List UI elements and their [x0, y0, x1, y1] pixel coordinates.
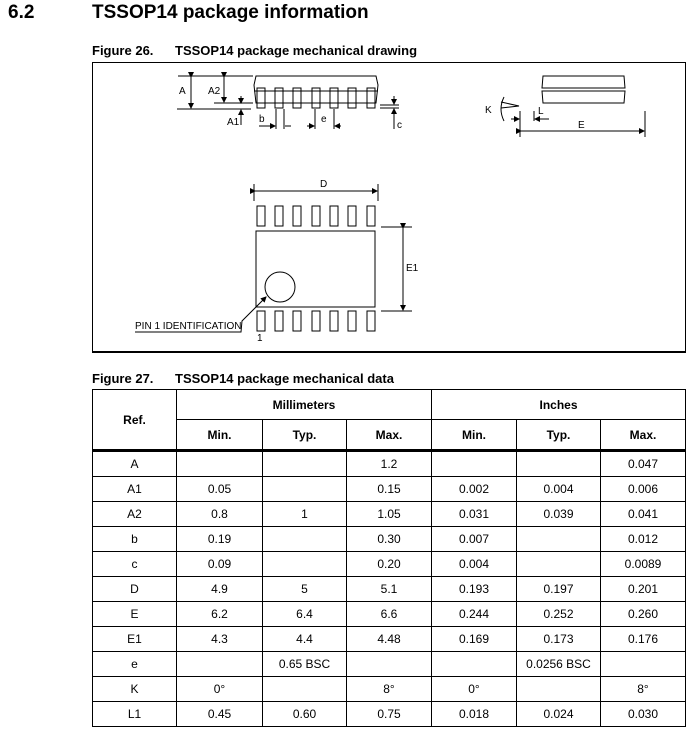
inches-header: Inches	[432, 390, 686, 420]
value-cell: 6.2	[177, 602, 263, 627]
value-cell	[177, 451, 263, 477]
table-row	[93, 702, 686, 727]
value-cell: 5.1	[347, 577, 432, 602]
value-cell: 0.006	[601, 477, 686, 502]
value-cell: 0.197	[517, 577, 601, 602]
ref-cell: D	[93, 577, 177, 602]
table-row	[93, 552, 686, 577]
ref-cell: E	[93, 602, 177, 627]
ref-cell: c	[93, 552, 177, 577]
value-cell: 0.75	[347, 702, 432, 727]
lead	[275, 311, 283, 331]
lead	[348, 311, 356, 331]
value-cell: 0.30	[347, 527, 432, 552]
value-cell: 0.041	[601, 502, 686, 527]
value-cell: 0.0256 BSC	[517, 652, 601, 677]
lead	[257, 311, 265, 331]
value-cell	[517, 677, 601, 702]
column-header: Min.	[432, 420, 517, 451]
dim-label-c: c	[397, 120, 402, 131]
ref-cell: K	[93, 677, 177, 702]
ref-cell: E1	[93, 627, 177, 652]
table-row	[93, 652, 686, 677]
value-cell: 1.2	[347, 451, 432, 477]
mechanical-data-table	[92, 389, 686, 727]
value-cell: 0°	[432, 677, 517, 702]
lead	[275, 206, 283, 226]
value-cell: 0.65 BSC	[263, 652, 347, 677]
value-cell: 0.169	[432, 627, 517, 652]
value-cell: 0.004	[517, 477, 601, 502]
ref-cell: A	[93, 451, 177, 477]
figure-27-caption: Figure 27. TSSOP14 package mechanical data	[92, 371, 394, 386]
value-cell	[517, 552, 601, 577]
table-row	[93, 602, 686, 627]
value-cell	[517, 451, 601, 477]
table-row	[93, 502, 686, 527]
lead	[330, 311, 338, 331]
value-cell: 0.018	[432, 702, 517, 727]
ref-cell: b	[93, 527, 177, 552]
value-cell: 0.60	[263, 702, 347, 727]
value-cell: 0.039	[517, 502, 601, 527]
value-cell	[177, 652, 263, 677]
side-view	[177, 76, 399, 129]
dim-label-e1: E1	[406, 263, 419, 274]
pin1-label: PIN 1 IDENTIFICATION	[135, 321, 242, 332]
ref-cell: A1	[93, 477, 177, 502]
value-cell: 6.4	[263, 602, 347, 627]
value-cell: 4.3	[177, 627, 263, 652]
dim-label-b: b	[259, 114, 265, 125]
value-cell: 0.007	[432, 527, 517, 552]
value-cell	[517, 527, 601, 552]
value-cell: 4.9	[177, 577, 263, 602]
lead	[312, 311, 320, 331]
value-cell	[263, 677, 347, 702]
value-cell: 6.6	[347, 602, 432, 627]
dim-label-a2: A2	[208, 86, 221, 97]
dim-label-l: L	[538, 106, 544, 117]
pin1-number: 1	[257, 333, 263, 344]
value-cell: 0.173	[517, 627, 601, 652]
value-cell	[601, 652, 686, 677]
value-cell	[263, 451, 347, 477]
ref-header: Ref.	[93, 390, 177, 451]
value-cell: 0.45	[177, 702, 263, 727]
dim-label-e-width: E	[578, 120, 585, 131]
value-cell: 1	[263, 502, 347, 527]
value-cell: 0.024	[517, 702, 601, 727]
value-cell: 4.4	[263, 627, 347, 652]
value-cell: 0.004	[432, 552, 517, 577]
figure-26-caption: Figure 26. TSSOP14 package mechanical drawing	[92, 43, 418, 58]
column-header: Min.	[177, 420, 263, 451]
value-cell: 8°	[347, 677, 432, 702]
table-row	[93, 451, 686, 477]
table-row	[93, 527, 686, 552]
value-cell: 0.244	[432, 602, 517, 627]
value-cell: 0.260	[601, 602, 686, 627]
value-cell: 8°	[601, 677, 686, 702]
value-cell: 0.252	[517, 602, 601, 627]
value-cell: 0.193	[432, 577, 517, 602]
value-cell	[432, 652, 517, 677]
value-cell: 4.48	[347, 627, 432, 652]
value-cell: 0.15	[347, 477, 432, 502]
dim-label-e: e	[321, 114, 327, 125]
value-cell: 0.176	[601, 627, 686, 652]
dim-label-a1: A1	[227, 117, 240, 128]
top-view	[135, 184, 412, 332]
ref-cell: A2	[93, 502, 177, 527]
lead	[367, 206, 375, 226]
value-cell: 5	[263, 577, 347, 602]
end-view	[501, 76, 645, 137]
value-cell: 0.047	[601, 451, 686, 477]
value-cell: 0.20	[347, 552, 432, 577]
table-row	[93, 627, 686, 652]
column-header: Max.	[601, 420, 686, 451]
value-cell: 1.05	[347, 502, 432, 527]
pin1-marker	[265, 272, 295, 302]
column-header: Max.	[347, 420, 432, 451]
dim-label-d: D	[320, 179, 328, 190]
value-cell	[432, 451, 517, 477]
column-header: Typ.	[517, 420, 601, 451]
lead	[293, 311, 301, 331]
lead	[348, 206, 356, 226]
ref-cell: e	[93, 652, 177, 677]
value-cell: 0.002	[432, 477, 517, 502]
value-cell: 0.09	[177, 552, 263, 577]
value-cell	[263, 527, 347, 552]
millimeters-header: Millimeters	[177, 390, 432, 420]
lead	[293, 206, 301, 226]
lead	[312, 206, 320, 226]
table-row	[93, 577, 686, 602]
value-cell: 0.201	[601, 577, 686, 602]
value-cell: 0.8	[177, 502, 263, 527]
value-cell	[347, 652, 432, 677]
value-cell: 0.030	[601, 702, 686, 727]
value-cell: 0.0089	[601, 552, 686, 577]
table-row	[93, 477, 686, 502]
dim-label-k: K	[485, 105, 492, 116]
mechanical-drawing	[92, 62, 686, 353]
lead	[257, 206, 265, 226]
lead	[367, 311, 375, 331]
section-heading: 6.2 TSSOP14 package information	[8, 2, 369, 23]
lead	[330, 206, 338, 226]
value-cell: 0.19	[177, 527, 263, 552]
dim-label-a: A	[179, 86, 186, 97]
table-row	[93, 677, 686, 702]
value-cell: 0.031	[432, 502, 517, 527]
value-cell: 0.012	[601, 527, 686, 552]
value-cell	[263, 477, 347, 502]
value-cell: 0.05	[177, 477, 263, 502]
value-cell	[263, 552, 347, 577]
value-cell: 0°	[177, 677, 263, 702]
column-header: Typ.	[263, 420, 347, 451]
ref-cell: L1	[93, 702, 177, 727]
